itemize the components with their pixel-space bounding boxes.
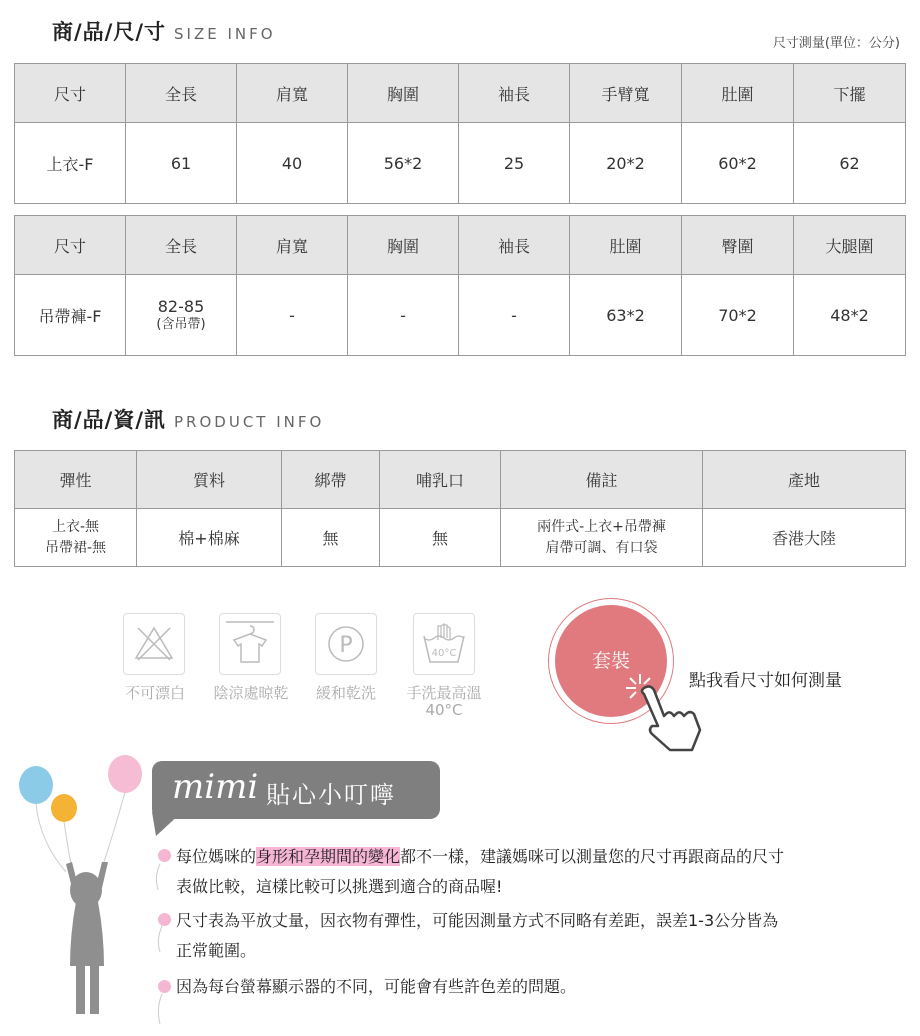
table-row: [15, 275, 906, 356]
care-label: 手洗最高溫: [406, 684, 482, 702]
note-line1: 兩件式-上衣+吊帶褲: [537, 518, 666, 535]
header-cell: 肩寬: [237, 64, 348, 123]
value-cell: 61: [126, 123, 237, 204]
header-cell: 備註: [501, 451, 703, 509]
value-cell: 20*2: [570, 123, 682, 204]
value-cell: -: [237, 275, 348, 356]
size-table-pants-header: [15, 216, 906, 275]
size-table-top: [14, 63, 906, 204]
dry-clean-letter: P: [339, 633, 353, 658]
suit-label: 套裝: [591, 650, 630, 672]
tip-3: 因為每台螢幕顯示器的不同，可能會有些許色差的問題。: [176, 977, 577, 996]
header-cell: 綁帶: [282, 451, 380, 509]
table-row: [15, 509, 906, 567]
length-cell: [126, 275, 237, 356]
value-cell: -: [459, 275, 570, 356]
value-cell: 48*2: [794, 275, 906, 356]
size-info-title: [52, 16, 276, 46]
header-cell: 質料: [137, 451, 282, 509]
elasticity-top: 上衣-無: [51, 518, 100, 535]
tip1-pre: 每位媽咪的: [176, 847, 257, 866]
note-cell: [501, 509, 703, 567]
header-cell: 尺寸: [15, 216, 126, 275]
header-cell: 手臂寬: [570, 64, 682, 123]
value-cell: 62: [794, 123, 906, 204]
header-cell: 袖長: [459, 216, 570, 275]
balloon-pink: [108, 755, 142, 793]
unit-note: 尺寸測量(單位：公分): [772, 36, 900, 51]
table-row: [15, 123, 906, 204]
tip-1: [176, 842, 896, 902]
elasticity-pants: 吊帶裙-無: [44, 539, 107, 556]
tip1-line2: 表做比較，這樣比較可以挑選到適合的商品喔!: [176, 877, 503, 896]
care-label: 緩和乾洗: [315, 684, 376, 702]
value-cell: 63*2: [570, 275, 682, 356]
header-cell: 袖長: [459, 64, 570, 123]
header-cell: 胸圍: [348, 64, 459, 123]
care-label-temp: 40°C: [425, 701, 463, 719]
header-cell: 產地: [703, 451, 906, 509]
size-table-pants: [14, 215, 906, 356]
value-cell: 56*2: [348, 123, 459, 204]
hand-pointer-icon: [622, 670, 712, 760]
hand-wash-icon: [413, 613, 475, 675]
tip-2: [176, 906, 896, 966]
header-cell: 尺寸: [15, 64, 126, 123]
tie-cell: 無: [282, 509, 380, 567]
care-label: 不可漂白: [124, 684, 185, 702]
size-title-en: SIZE INFO: [174, 25, 276, 43]
header-cell: 哺乳口: [380, 451, 501, 509]
value-cell: 60*2: [682, 123, 794, 204]
tip1-highlight: 身形和孕期間的變化: [256, 847, 401, 866]
header-cell: 胸圍: [348, 216, 459, 275]
origin-cell: 香港大陸: [703, 509, 906, 567]
tips-title-text: 貼心小叮嚀: [266, 781, 396, 809]
header-cell: 肚圍: [570, 216, 682, 275]
balloon-girl-illustration: [10, 752, 160, 1022]
length-note: (含吊帶): [156, 317, 206, 332]
measure-link-text: 點我看尺寸如何測量: [689, 671, 842, 691]
header-cell: 肚圍: [682, 64, 794, 123]
product-table-header: [15, 451, 906, 509]
header-cell: 臀圍: [682, 216, 794, 275]
gentle-dry-clean-icon: [315, 613, 377, 675]
wash-temp: 40°C: [431, 648, 457, 659]
value-cell: 40: [237, 123, 348, 204]
value-cell: 25: [459, 123, 570, 204]
header-cell: 大腿圍: [794, 216, 906, 275]
balloon-blue: [19, 766, 53, 804]
note-line2: 肩帶可調、有口袋: [545, 539, 658, 556]
balloon-orange: [51, 794, 77, 822]
tips-title-script: mimi: [172, 767, 259, 807]
tip2-line2: 正常範圍。: [176, 941, 257, 960]
size-cell: 上衣-F: [15, 123, 126, 204]
bubble-tail: [152, 812, 192, 838]
value-cell: -: [348, 275, 459, 356]
tip2-line1: 尺寸表為平放丈量，因衣物有彈性，可能因測量方式不同略有差距，誤差1-3公分皆為: [176, 911, 779, 930]
care-label: 陰涼處晾乾: [213, 684, 289, 702]
header-cell: 全長: [126, 64, 237, 123]
tip1-post: 都不一樣，建議媽咪可以測量您的尺寸再跟商品的尺寸: [400, 847, 785, 866]
size-title-zh: 商/品/尺/寸: [52, 20, 167, 44]
measure-link[interactable]: [548, 598, 868, 758]
no-bleach-icon: [123, 613, 185, 675]
header-cell: 肩寬: [237, 216, 348, 275]
size-cell: 吊帶褲-F: [15, 275, 126, 356]
elasticity-cell: [15, 509, 137, 567]
tip-connector-line: [152, 856, 172, 1036]
header-cell: 下擺: [794, 64, 906, 123]
product-title-en: PRODUCT INFO: [174, 413, 325, 431]
size-table-top-header: [15, 64, 906, 123]
value-cell: 70*2: [682, 275, 794, 356]
header-cell: 彈性: [15, 451, 137, 509]
product-info-title: [52, 404, 324, 434]
header-cell: 全長: [126, 216, 237, 275]
product-table: [14, 450, 906, 567]
nursing-cell: 無: [380, 509, 501, 567]
material-cell: 棉+棉麻: [137, 509, 282, 567]
tips-title-bubble: [152, 761, 440, 819]
length-value: 82-85: [157, 297, 205, 316]
shade-dry-icon: [219, 613, 281, 675]
product-title-zh: 商/品/資/訊: [52, 408, 167, 432]
